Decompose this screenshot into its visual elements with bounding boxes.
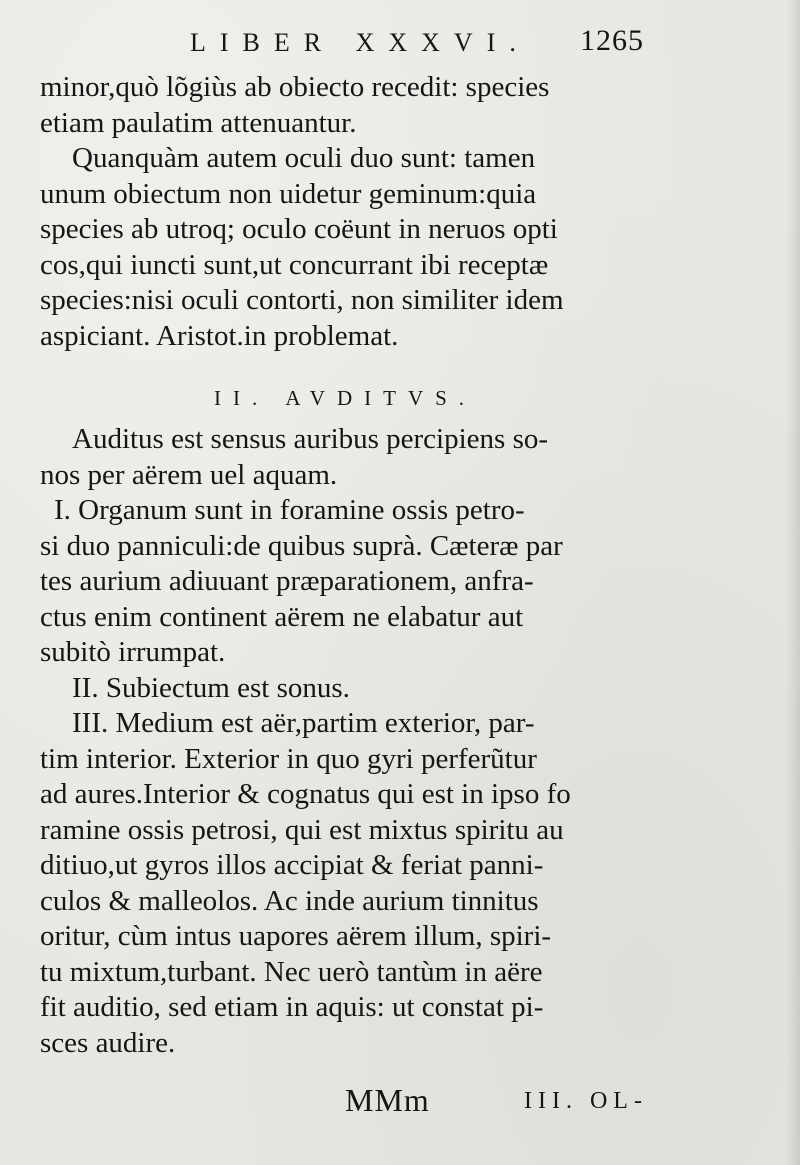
text-line: etiam paulatim attenuantur.	[40, 106, 357, 139]
paragraph-first-line: II. Subiectum est sonus.	[72, 671, 350, 704]
paragraph-first-line: Auditus est sensus auribus percipiens so-	[72, 423, 549, 455]
text-line: sces audire.	[40, 1026, 176, 1059]
paragraph-first-line: Quanquàm autem oculi duo sunt: tamen	[72, 142, 536, 174]
text-line: tes aurium adiuuant præparationem, anfra-	[40, 565, 534, 597]
signature-mark: MMm	[345, 1082, 430, 1118]
section-heading: II. AVDITVS.	[214, 386, 477, 410]
text-line: unum obiectum non uidetur geminum:quia	[40, 177, 537, 210]
text-line: species:nisi oculi contorti, non similiter idem	[40, 284, 564, 316]
text-line: si duo panniculi:de quibus suprà. Cæteræ par	[40, 529, 563, 562]
text-line: cos,qui iuncti sunt,ut concurrant ibi receptæ	[40, 248, 549, 281]
text-line: ctus enim continent aërem ne elabatur aut	[40, 600, 524, 633]
text-line: minor,quò lõgiùs ab obiecto recedit: species	[40, 71, 550, 103]
catchword: III. OL-	[524, 1088, 648, 1114]
text-line: species ab utroq; oculo coëunt in neruos opti	[40, 213, 558, 245]
text-line: nos per aërem uel aquam.	[40, 458, 338, 491]
running-head	[40, 22, 660, 62]
page-footer	[40, 1082, 660, 1128]
text-line: aspiciant. Aristot.in problemat.	[40, 319, 399, 352]
text-line: ditiuo,ut gyros illos accipiat & feriat panni-	[40, 849, 544, 881]
text-line: ad aures.Interior & cognatus qui est in ipso fo	[40, 778, 571, 810]
text-line: tu mixtum,turbant. Nec uerò tantùm in aëre	[40, 955, 543, 988]
page-number: 1265	[580, 24, 644, 57]
text-line: fit auditio, sed etiam in aquis: ut constat pi-	[40, 991, 544, 1023]
text-line: subitò irrumpat.	[40, 636, 226, 668]
text-block	[40, 70, 660, 1061]
text-line: tim interior. Exterior in quo gyri perferũtur	[40, 742, 537, 775]
text-line: oritur, cùm intus uapores aërem illum, spiri-	[40, 920, 552, 952]
paragraph-first-line: III. Medium est aër,partim exterior, par-	[72, 707, 535, 739]
text-line: culos & malleolos. Ac inde aurium tinnitus	[40, 884, 539, 917]
text-line: ramine ossis petrosi, qui est mixtus spiritu au	[40, 813, 564, 846]
paragraph-first-line: I. Organum sunt in foramine ossis petro-	[54, 494, 525, 526]
running-title: LIBER XXXVI.	[190, 28, 530, 57]
